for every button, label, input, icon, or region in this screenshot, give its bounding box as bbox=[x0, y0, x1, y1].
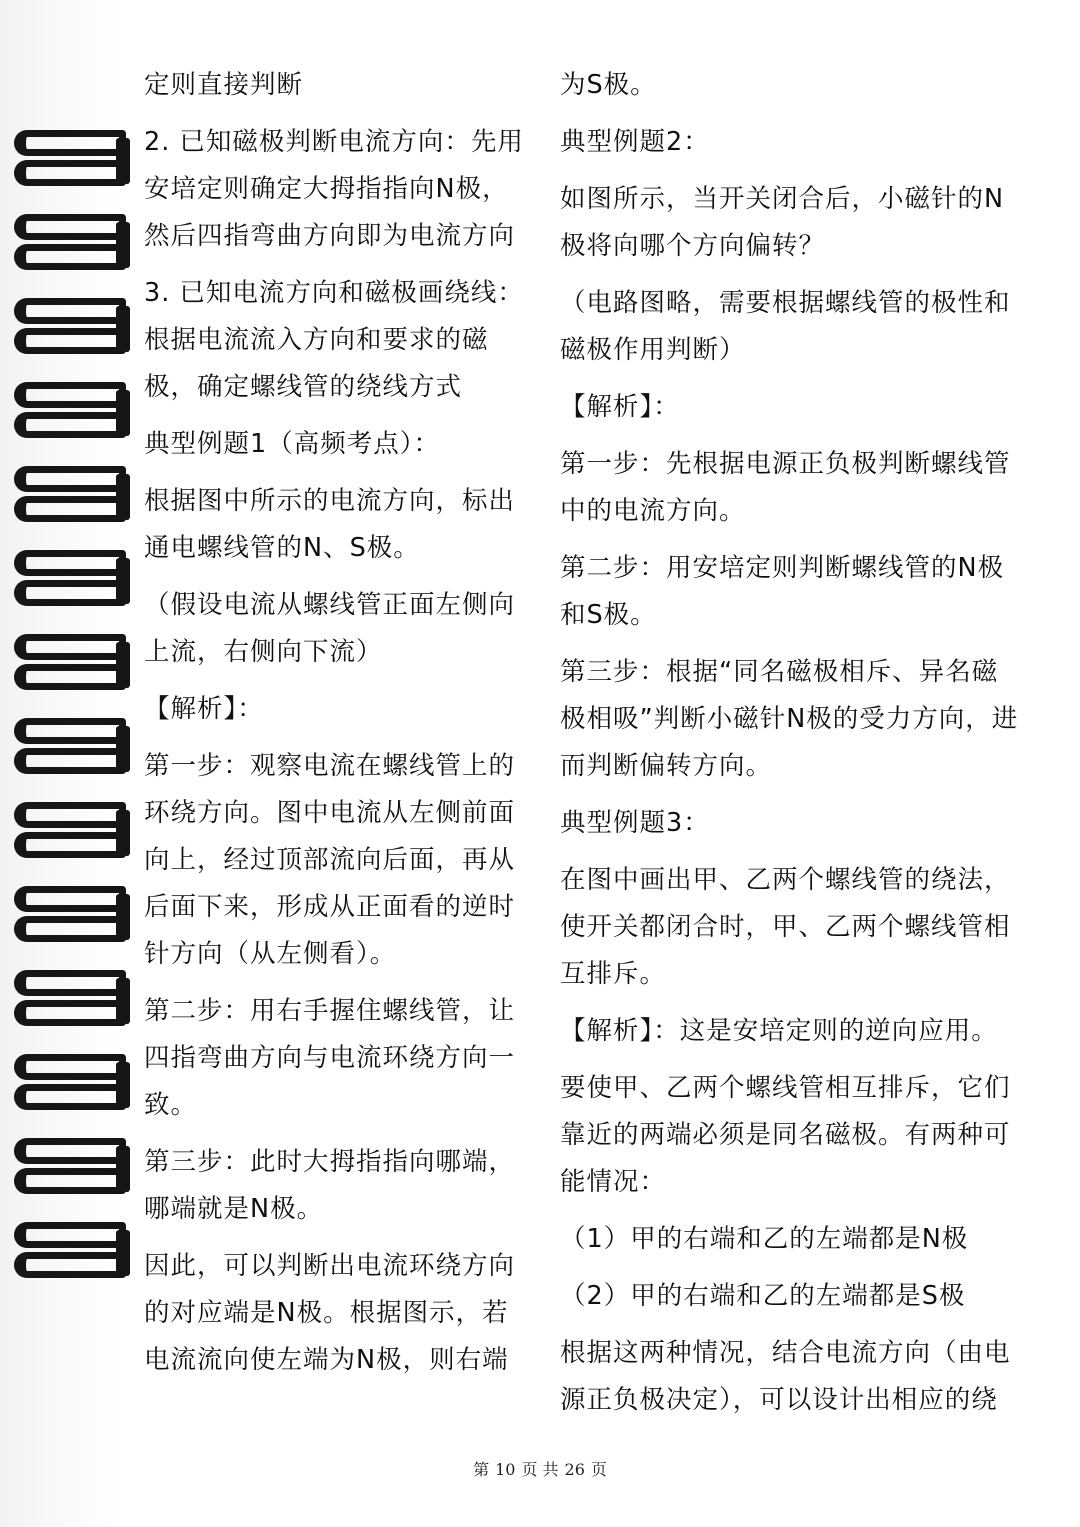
binding-ring bbox=[14, 214, 132, 276]
paragraph: （假设电流从螺线管正面左侧向上流，右侧向下流） bbox=[144, 590, 516, 667]
footer-prefix: 第 bbox=[473, 1460, 490, 1479]
binding-ring bbox=[14, 718, 132, 780]
footer-middle: 页 共 bbox=[521, 1460, 559, 1479]
binding-ring bbox=[14, 970, 132, 1032]
paragraph: 要使甲、乙两个螺线管相互排斥，它们靠近的两端必须是同名磁极。有两种可能情况： bbox=[560, 1073, 1011, 1197]
binding-ring bbox=[14, 130, 132, 192]
paragraph: 第三步：根据“同名磁极相斥、异名磁极相吸”判断小磁针N极的受力方向，进而判断偏转方向。 bbox=[560, 657, 1019, 781]
paragraph: 如图所示，当开关闭合后，小磁针的N极将向哪个方向偏转？ bbox=[560, 184, 1005, 261]
binding-ring bbox=[14, 634, 132, 696]
paragraph: 3. 已知电流方向和磁极画绕线：根据电流流入方向和要求的磁极，确定螺线管的绕线方式 bbox=[144, 278, 524, 402]
analysis-heading: 【解析】：这是安培定则的逆向应用。 bbox=[560, 1016, 998, 1046]
paragraph: （电路图略，需要根据螺线管的极性和磁极作用判断） bbox=[560, 288, 1011, 365]
example-heading: 典型例题1（高频考点）： bbox=[144, 429, 440, 459]
total-pages-number: 26 bbox=[564, 1460, 585, 1479]
paragraph: 因此，可以判断出电流环绕方向的对应端是N极。根据图示，若电流流向使左端为N极，则右端 bbox=[144, 1251, 516, 1375]
binding-ring bbox=[14, 466, 132, 528]
paragraph: 定则直接判断 bbox=[144, 70, 304, 100]
analysis-heading: 【解析】： bbox=[144, 694, 264, 724]
paragraph: 第一步：观察电流在螺线管上的环绕方向。图中电流从左侧前面向上，经过顶部流向后面，再从后面下来，形成从正面看的逆时针方向（从左侧看）。 bbox=[144, 751, 516, 969]
list-item: （1）甲的右端和乙的左端都是N极 bbox=[560, 1224, 969, 1254]
list-item: （2）甲的右端和乙的左端都是S极 bbox=[560, 1281, 966, 1311]
example-heading: 典型例题3： bbox=[560, 808, 710, 838]
binding-ring bbox=[14, 298, 132, 360]
paragraph: 第一步：先根据电源正负极判断螺线管中的电流方向。 bbox=[560, 449, 1011, 526]
binding-ring bbox=[14, 1054, 132, 1116]
spiral-binding bbox=[0, 0, 140, 1527]
left-text-column bbox=[144, 62, 530, 1394]
current-page-number: 10 bbox=[495, 1460, 516, 1479]
paragraph: 第二步：用右手握住螺线管，让四指弯曲方向与电流环绕方向一致。 bbox=[144, 996, 516, 1120]
binding-ring bbox=[14, 886, 132, 948]
paragraph: 根据图中所示的电流方向，标出通电螺线管的N、S极。 bbox=[144, 486, 516, 563]
binding-ring bbox=[14, 802, 132, 864]
binding-ring bbox=[14, 550, 132, 612]
paragraph: 第三步：此时大拇指指向哪端，哪端就是N极。 bbox=[144, 1147, 516, 1224]
paragraph: 为S极。 bbox=[560, 70, 657, 100]
analysis-heading: 【解析】： bbox=[560, 392, 680, 422]
example-heading: 典型例题2： bbox=[560, 127, 710, 157]
paragraph: 根据这两种情况，结合电流方向（由电源正负极决定），可以设计出相应的绕 bbox=[560, 1338, 1011, 1415]
paragraph: 在图中画出甲、乙两个螺线管的绕法，使开关都闭合时，甲、乙两个螺线管相互排斥。 bbox=[560, 865, 1011, 989]
binding-ring bbox=[14, 382, 132, 444]
binding-ring bbox=[14, 1222, 132, 1284]
page-footer bbox=[0, 1457, 1080, 1480]
paragraph: 第二步：用安培定则判断螺线管的N极和S极。 bbox=[560, 553, 1005, 630]
right-text-column bbox=[560, 62, 1020, 1434]
paragraph: 2. 已知磁极判断电流方向：先用安培定则确定大拇指指向N极，然后四指弯曲方向即为电流方向 bbox=[144, 127, 524, 251]
footer-suffix: 页 bbox=[590, 1460, 607, 1479]
binding-ring bbox=[14, 1138, 132, 1200]
